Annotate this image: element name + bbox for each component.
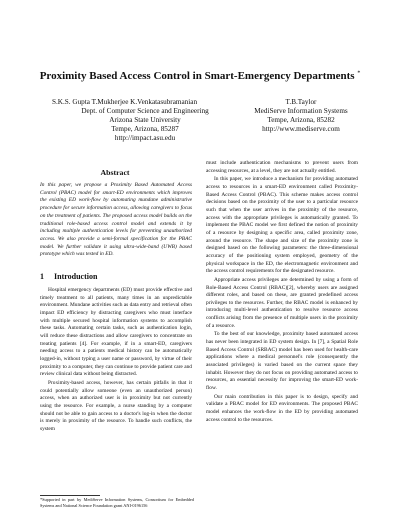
left-column-text [40,287,192,434]
abstract-body: In this paper, we propose a Proximity Based Automated Access Control (PBAC) model for smart-ED environments which improves the existing ED work-flow by automating mundane administrative procedure for secure information access, allowing caregivers to focus on the treatment of patients. The proposed access model builds on the traditional role-based access control model and extends it by including multiple authentication levels for preventing unauthorized access. We also provide a semi-formal specification for the PBAC model. We further validate it using ultra-wide-band (UWB) based prototype which was tested in ED. [40,182,192,258]
footnote: *Supported in part by MediServe Information Systems, Consortium for Embedded Systems and National Science Foundation grant ANI-0196156 [40,497,194,508]
author-name-right: T.B.Taylor [285,98,317,106]
paper-title-text: Proximity Based Access Control in Smart-Emergency Departments [39,70,355,82]
author-url-left: http://impact.asu.edu [114,134,176,142]
right-column-text [206,160,358,425]
footnote-rule [40,495,100,496]
paragraph: Appropriate access privileges are determined by using a form of Role-Based Access Control (RBAC)[2], whereby users are assigned different roles, and based on these, are granted predefined access privileges to the resources. Further, the RBAC model is enhanced by introducing multi-level authentication to resolve resource access conflicts arising from the presence of multiple users in the proximity of a resource. [206,276,358,329]
authors-left-block [50,98,240,143]
section-number: 1 [40,272,44,281]
paragraph: To the best of our knowledge, proximity based automated access has never been integrated in ED system design. In [7], a Spatial Role Based Access Control (SRBAC) model has been used for health-care applications where a medical personnel's role (consequently the associated privileges) is varied based on the current space they inhabit. However they do not focus on providing automated access to resources, an essential necessity for improving the smart-ED work-flow. [206,331,358,392]
author-names-left: S.K.S. Gupta T.Mukherjee K.Venkatasubramanian [52,98,198,106]
author-dept: Dept. of Computer Science and Engineering [81,107,209,115]
abstract-heading: Abstract [100,168,130,177]
paragraph: Our main contribution in this paper is to design, specify and validate a PBAC model for ED environments. The proposed PBAC model enhances the work-flow in the ED by providing automated access control to the resources. [206,393,358,423]
author-org-right: MediServe Information Systems [254,107,348,115]
author-university: Arizona State University [109,116,181,124]
section-title: Introduction [54,272,98,281]
paragraph: must include authentication mechanisms to prevent users from accessing resources, at a level, they are not actually entitled. [206,160,358,174]
author-url-right: http://www.mediserve.com [262,125,340,133]
paragraph: Hospital emergency departments (ED) must provide effective and timely treatment to all patients, many times in an unpredictable environment. Mundane activities such as data entry and retrieval often impact ED efficiency by distracting caregivers who must interface with multiple secured hospital information systems to accomplish these tasks. Automating certain tasks, such as authentication login, will reduce these distractions and allow caregivers to concentrate on treating patients [4]. For example, if in a smart-ED, caregivers needing access to a patients medical history can be automatically logged-in, without typing a user name or password, by virtue of their proximity to a computer, they can continue to provide patient care and review clinical data without being distracted. [40,287,192,378]
author-city-left: Tempe, Arizona, 85287 [111,125,179,133]
title-footnote-marker: * [357,70,361,77]
section-heading-introduction [40,272,192,281]
authors-right-block [236,98,366,134]
paragraph: Proximity-based access, however, has certain pitfalls in that it could potentially allow someone (even an unauthorized person) access, when an authorized user is in proximity but not currently using the resource. For example, a nurse standing by a computer should not be able to gain access to a doctor's log-in when the doctor is merely in proximity of the resource. To handle such conflicts, the system [40,379,192,432]
author-city-right: Tempe, Arizona, 85282 [267,116,335,124]
paragraph: In this paper, we introduce a mechanism for providing automated access to resources in a smart-ED environment called Proximity-Based Access Control (PBAC). This scheme makes access control decisions based on the proximity of the user to a particular resource such that when the user arrives in the proximity of the resource, access with the appropriate privileges is automatically granted. To implement the PBAC model we first defined the notion of proximity of a resource by designing a specific area, called proximity zone, around the resource. The shape and size of the proximity zone is designed based on the following parameters: the three-dimensional accuracy of the positioning system employed, geometry of the physical workspace in the ED, the electromagnetic environment and the access control requirements for the designated resource. [206,176,358,275]
paper-title [0,70,400,82]
